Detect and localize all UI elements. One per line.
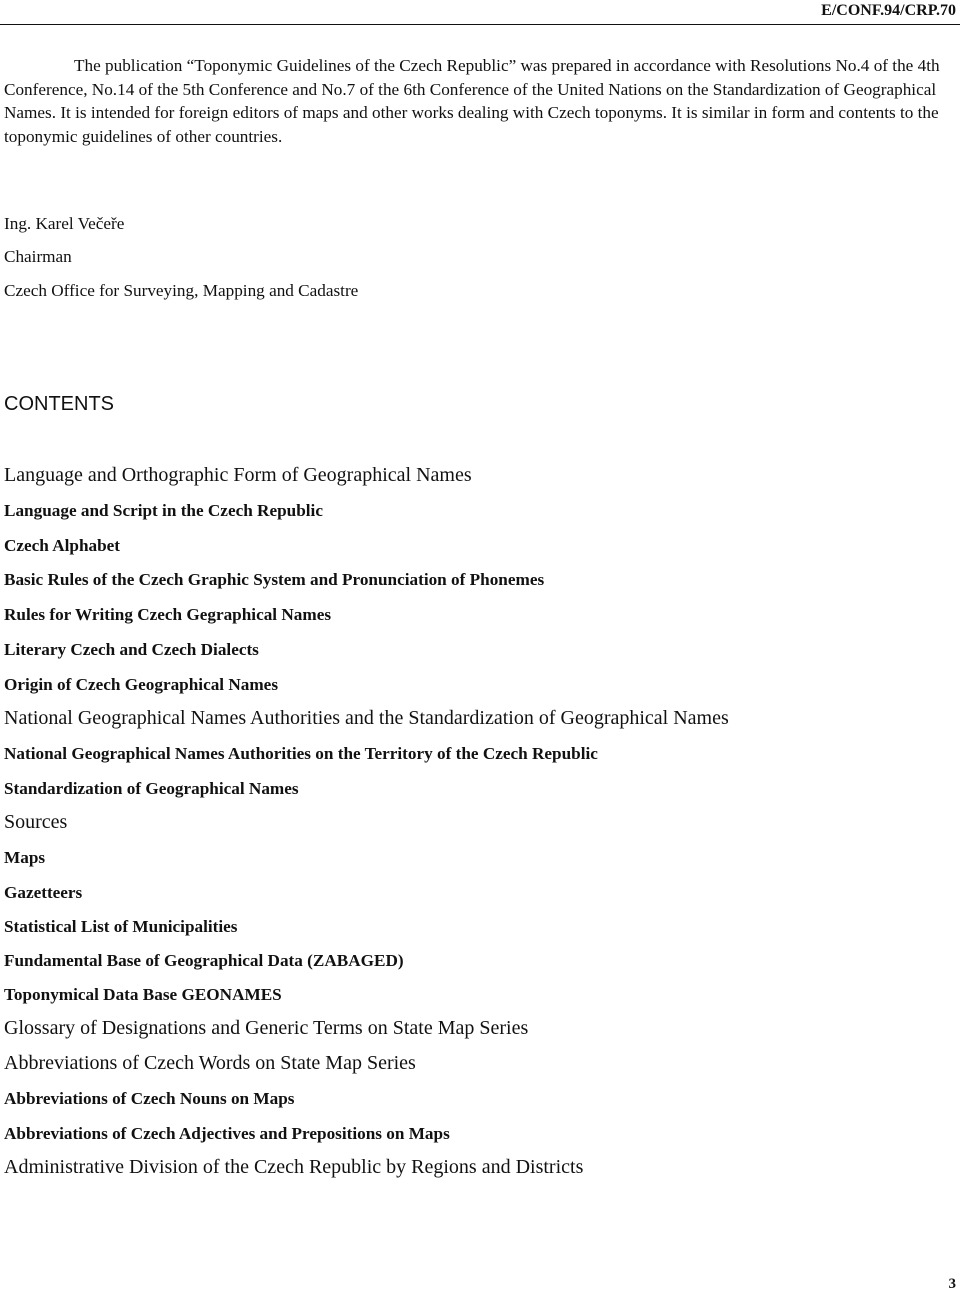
signatory-title: Chairman bbox=[4, 247, 72, 266]
toc-item: Fundamental Base of Geographical Data (ZABAGED) bbox=[4, 951, 404, 970]
toc-item: Statistical List of Municipalities bbox=[4, 917, 238, 936]
toc-item: Basic Rules of the Czech Graphic System and Pronunciation of Phonemes bbox=[4, 570, 545, 589]
document-symbol: E/CONF.94/CRP.70 bbox=[821, 2, 956, 19]
toc-item: National Geographical Names Authorities and the Standardization of Geographical Names bbox=[4, 707, 729, 729]
toc-item: Abbreviations of Czech Adjectives and Prepositions on Maps bbox=[4, 1124, 450, 1143]
toc-item: Origin of Czech Geographical Names bbox=[4, 675, 279, 694]
toc-item: Administrative Division of the Czech Republic by Regions and Districts bbox=[4, 1156, 584, 1178]
toc-item: Language and Script in the Czech Republic bbox=[4, 501, 323, 520]
toc-item: Rules for Writing Czech Gegraphical Names bbox=[4, 605, 332, 624]
signatory-organization: Czech Office for Surveying, Mapping and Cadastre bbox=[4, 281, 359, 300]
toc-item: National Geographical Names Authorities on the Territory of the Czech Republic bbox=[4, 744, 598, 763]
toc-item: Abbreviations of Czech Nouns on Maps bbox=[4, 1089, 295, 1108]
toc-item: Literary Czech and Czech Dialects bbox=[4, 640, 259, 659]
toc-item: Czech Alphabet bbox=[4, 536, 121, 555]
toc-item: Gazetteers bbox=[4, 883, 83, 902]
header-rule bbox=[0, 24, 960, 25]
intro-paragraph: The publication “Toponymic Guidelines of the Czech Republic” was prepared in accordance with Resolutions No.4 of the 4th Conference, No.14 of the 5th Conference and No.7 of the 6th Conference of the United Nations on the Standardization of Geographical Names. It is intended for foreign editors of maps and other works dealing with Czech toponyms. It is similar in form and contents to the toponymic guidelines of other countries. bbox=[4, 56, 940, 146]
toc-item: Sources bbox=[4, 811, 68, 833]
contents-heading: CONTENTS bbox=[4, 393, 114, 415]
toc-item: Standardization of Geographical Names bbox=[4, 779, 299, 798]
toc-item: Toponymical Data Base GEONAMES bbox=[4, 985, 282, 1004]
toc-item: Language and Orthographic Form of Geographical Names bbox=[4, 464, 472, 486]
toc-item: Glossary of Designations and Generic Terms on State Map Series bbox=[4, 1017, 529, 1039]
page-number: 3 bbox=[948, 1276, 956, 1292]
toc-item: Maps bbox=[4, 848, 46, 867]
signatory-name: Ing. Karel Večeře bbox=[4, 214, 125, 233]
toc-item: Abbreviations of Czech Words on State Map Series bbox=[4, 1052, 416, 1074]
